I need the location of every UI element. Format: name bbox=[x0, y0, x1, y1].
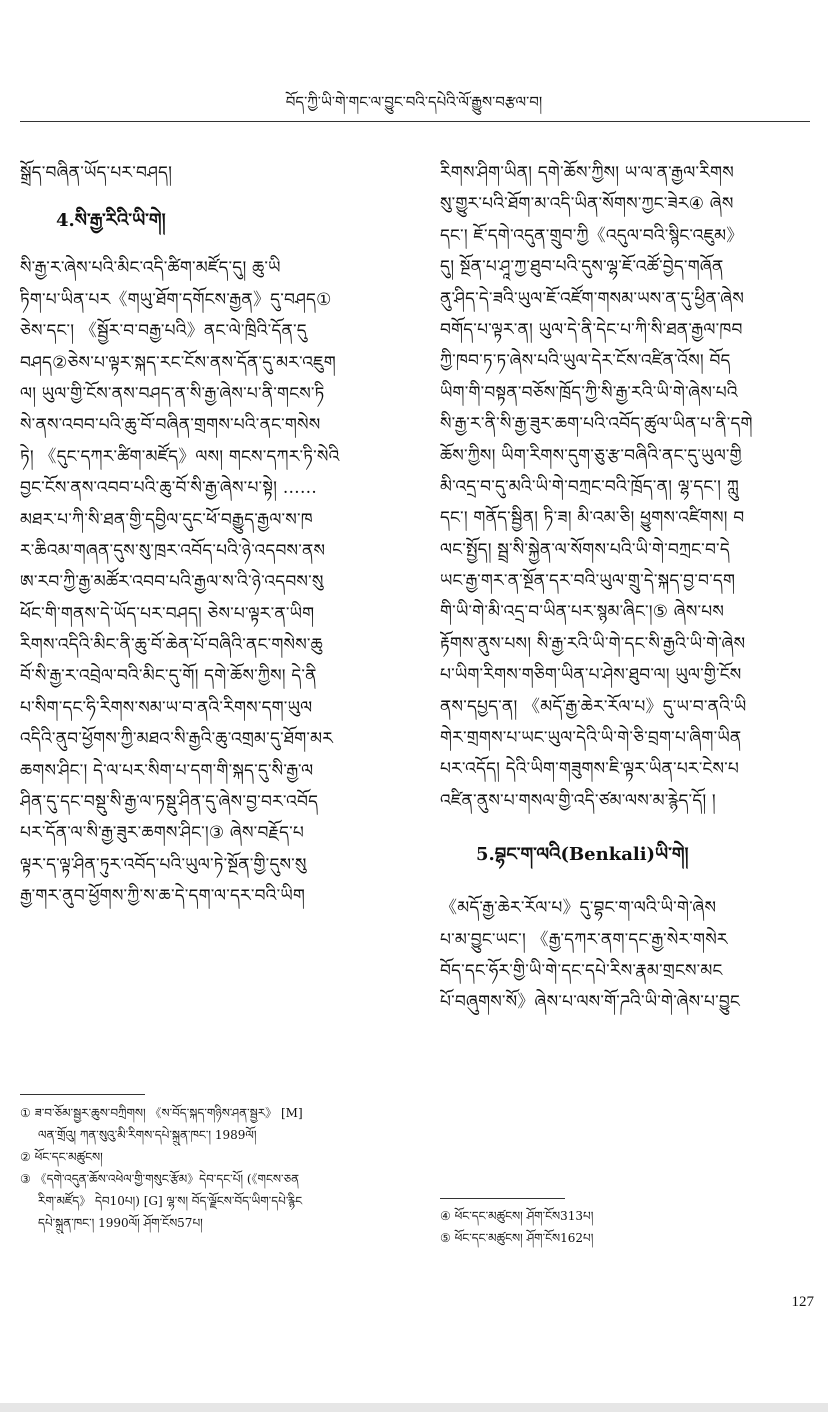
body-line: མི་འདྲ་བ་དུ་མའི་ཡི་གེ་བཀྲང་བའི་ཁྲོད་ན། ལྷ་དང་། ཀླུ bbox=[440, 476, 739, 497]
body-line: ཤིན་དུ་དང་བསྡུ་སི་རྒྱ་ལ་ཏསྡུ་ཤིན་དུ་ཞེས་བྱ་བར་འབོད bbox=[20, 792, 319, 813]
body-line: ཆོས་ཀྱིས། ཡིག་རིགས་དུག་ཅུ་རྩ་བཞིའི་ནང་དུ་ཡུལ་གྱི bbox=[440, 445, 742, 466]
body-line: གེར་གྲགས་པ་ཡང་ཡུལ་དེའི་ཡི་གེ་ཅི་བྲག་པ་ཞིག་ཡིན bbox=[440, 728, 742, 749]
body-line: པ་མ་བྱུང་ཡང་། 《རྒྱ་དཀར་ནག་དང་རྒྱ་སེར་གསེར bbox=[440, 929, 728, 950]
body-line: ཆགས་ཤིང་། དེ་ལ་པར་སིག་པ་དག་གི་སྐད་དུ་སི་རྒྱ་ལ bbox=[20, 760, 314, 781]
body-line: མཐར་པ་ཀི་སི་ཐན་གྱི་དབྱིལ་དུང་ཕོ་བརྒྱུད་རྒྱལ་ས་ཁ bbox=[20, 509, 313, 530]
body-line: ཡང་རྒྱ་གར་ན་སྔོན་དར་བའི་ཡུལ་གྲུ་དེ་སྐད་བྱ་བ་དག bbox=[440, 571, 736, 592]
body-line: ལང་སྤྱོད། སྦྲ་སི་སྐྱེན་ལ་སོགས་པའི་ཡི་གེ་བཀྲང་བ་དེ bbox=[440, 539, 730, 560]
left-footnotes bbox=[20, 1102, 400, 1234]
left-footnote-rule bbox=[20, 1094, 145, 1095]
body-line: བཤད②ཅེས་པ་ལྟར་སྐད་རང་ངོས་ནས་དོན་དུ་མར་འཇུག bbox=[20, 352, 336, 373]
body-line: པ་སིག་དང་ཧི་རིགས་སམ་ཡ་བ་ནའི་རིགས་དག་ཡུལ bbox=[20, 697, 313, 718]
body-line: ནུ་ཤིད་དེ་ཟའི་ཡུལ་ཇོ་འཛོག་གསམ་ཡས་ན་དུ་ཕྱིན་ཞེས bbox=[440, 288, 745, 309]
body-line: ལྟར་ད་ལྟ་ཤིན་ཏུར་འབོད་པའི་ཡུལ་ཏེ་སྔོན་གྱི་དུས་སུ bbox=[20, 854, 307, 875]
section-heading: 4.སི་རྒྱ་རིའི་ཡི་གེ། bbox=[56, 210, 166, 232]
body-line: བོད་དང་ཧོར་གྱི་ཡི་གེ་དང་དཔེ་རིས་རྣམ་གྲངས་མང bbox=[440, 960, 723, 981]
body-line: རིགས་ཤིག་ཡིན། དགེ་ཆོས་ཀྱིས། ཡ་ལ་ན་རྒྱལ་རིགས bbox=[440, 163, 734, 183]
body-line: སྒྲོད་བཞིན་ཡོད་པར་བཤད། bbox=[20, 163, 173, 183]
body-line: སི་རྒྱ་ར་ནི་སི་རྒྱ་ཟུར་ཆག་པའི་འབོད་ཚུལ་ཡིན་པ་ནི་དགེ bbox=[440, 414, 753, 435]
header-rule bbox=[20, 121, 810, 122]
footnote-line: ལན་གྲོའུ། ཀན་སུའུ་མི་རིགས་དཔེ་སྐྲུན་ཁང་། 1989ལོ། bbox=[38, 1128, 257, 1142]
page-number: 127 bbox=[791, 1294, 814, 1310]
running-header: བོད་ཀྱི་ཡི་གེ་གང་ལ་བྱུང་བའི་དཔེའི་ལོ་རྒྱུས་བརྩལ་བ། bbox=[285, 93, 543, 111]
body-line: བོ་སི་རྒྱ་ར་འབྲེལ་བའི་མིང་དུ་གོ། དགེ་ཆོས་ཀྱིས། དེ་ནི bbox=[20, 666, 317, 687]
body-line: བྱང་ངོས་ནས་འབབ་པའི་ཆུ་བོ་སི་རྒྱ་ཞེས་པ་སྟེ། …… bbox=[20, 478, 318, 499]
body-line: ཏེ། 《དུང་དཀར་ཚིག་མཛོད》ལས། གངས་དཀར་ཏི་སེའི bbox=[20, 446, 340, 467]
body-line: ཕོང་གི་གནས་དེ་ཡོད་པར་བཤད། ཅེས་པ་ལྟར་ན་ཡིག bbox=[20, 603, 315, 624]
body-line: ནས་དཔྱད་ན། 《མདོ་རྒྱ་ཆེར་རོལ་པ》དུ་ཡ་བ་ནའི་ཡི bbox=[440, 696, 747, 717]
body-line: འདིའི་ནུབ་ཕྱོགས་ཀྱི་མཐའ་སི་རྒྱའི་ཆུ་འགྲམ་དུ་ཐོག་མར bbox=[20, 729, 334, 750]
left-column bbox=[20, 158, 380, 913]
body-line: ཀྱི་ཁབ་ཏ་ཏ་ཞེས་པའི་ཡུལ་དེར་ངོས་འཛིན་འོས། བོད bbox=[440, 351, 731, 372]
right-column bbox=[440, 158, 800, 1019]
right-footnotes bbox=[440, 1205, 820, 1249]
body-line: 《མདོ་རྒྱ་ཆེར་རོལ་པ》དུ་བྷང་ག་ལའི་ཡི་གེ་ཞེས bbox=[440, 898, 717, 919]
footnote-line: རིག་མཛོད》 དེབ10པ།) [G] ལྷ་ས། བོད་ལྗོངས་བོད་ཡིག་དཔེ་རྙིང bbox=[38, 1194, 303, 1208]
body-line: རྒྱ་གར་ནུབ་ཕྱོགས་ཀྱི་ས་ཆ་དེ་དག་ལ་དར་བའི་ཡིག bbox=[20, 886, 306, 907]
footnote-line: ⑤ ཕོང་དང་མཚུངས། ཤོག་ངོས162པ། bbox=[440, 1231, 594, 1245]
footnote-line: དཔེ་སྐྲུན་ཁང་། 1990ལོ། ཤོག་ངོས57པ། bbox=[38, 1216, 203, 1230]
footnote-line: ② ཕོང་དང་མཚུངས། bbox=[20, 1150, 103, 1164]
body-line: འཛིན་ནུས་པ་གསལ་གྱི་འདི་ཙམ་ལས་མ་རྙེད་དོ། ། bbox=[440, 790, 716, 811]
body-line: སི་རྒྱ་ར་ཞེས་པའི་མིང་འདི་ཚིག་མཛོད་དུ། ཆུ་ཡི bbox=[20, 258, 281, 279]
body-line: པ་ཡིག་རིགས་གཅིག་ཡིན་པ་ཤེས་ཐུབ་ལ། ཡུལ་གྱི་ངོས bbox=[440, 665, 742, 686]
body-line: དང་། གནོད་སྦྱིན། ཏི་ཟ། མི་འམ་ཅི། ཕྱུགས་འཛིགས། བ bbox=[440, 508, 745, 529]
body-line: པོ་བཞུགས་སོ》ཞེས་པ་ལས་གོ་ཌའི་ཡི་གེ་ཞེས་པ་བྱུང bbox=[440, 992, 741, 1013]
body-line: སུ་གྱུར་པའི་ཐོག་མ་འདི་ཡིན་སོགས་ཀྱང་ཟེར④ ཞེས bbox=[440, 194, 734, 215]
body-line: དུ། སྔོན་པ་ཤཱ་ཀྱ་ཐུབ་པའི་དུས་ལྷ་ཇོ་འཚོ་བྱེད་གཞོན bbox=[440, 257, 724, 278]
body-line: ཏིག་པ་ཡིན་པར《གཡུ་ཐོག་དགོངས་རྒྱན》དུ་བཤད① bbox=[20, 289, 332, 310]
body-line: དང་། ཇོ་དགེ་འདུན་གྲུབ་ཀྱི《འདུལ་བའི་སྙིང་འཇུམ》 bbox=[440, 225, 744, 246]
bottom-bar bbox=[0, 1403, 828, 1412]
body-line: ཅེས་དང་། 《སྦྱོར་བ་བརྒྱ་པའི》ནང་ལེ་ཁྲིའི་དོན་དུ bbox=[20, 321, 307, 342]
body-line: སེ་ནས་འབབ་པའི་ཆུ་བོ་བཞིན་གྲགས་པའི་ནང་གསེས bbox=[20, 415, 321, 436]
body-line: བགོད་པ་ལྟར་ན། ཡུལ་དེ་ནི་དེང་པ་ཀི་སི་ཐན་རྒྱལ་ཁབ bbox=[440, 319, 743, 340]
body-line: ཡིག་གི་བསྟན་བཅོས་ཁྲོད་ཀྱི་སི་རྒྱ་རའི་ཡི་གེ་ཞེས་པའི bbox=[440, 382, 738, 403]
body-line: ཨ་རབ་ཀྱི་རྒྱ་མཚོར་འབབ་པའི་རྒྱལ་ས་འི་ཉེ་འདབས་སུ bbox=[20, 572, 324, 593]
body-line: ལ། ཡུལ་གྱི་ངོས་ནས་བཤད་ན་སི་རྒྱ་ཞེས་པ་ནི་གངས་ཏི bbox=[20, 383, 325, 404]
footnote-line: ① ཟ་བ་ཅོམ་སྦྱར་ཆུས་བཀྲིགས། 《ས་བོད་སྐད་གཉིས་ཤན་སྦྱར》 [M] bbox=[20, 1106, 303, 1120]
footnote-line: ④ ཕོང་དང་མཚུངས། ཤོག་ངོས313པ། bbox=[440, 1209, 594, 1223]
body-line: པར་འདོད། དེའི་ཡིག་གཟུགས་ཇི་ལྟར་ཡིན་པར་ངེས་པ bbox=[440, 759, 740, 780]
section-heading: 5.བྷང་ག་ལའི(Benkali)ཡི་གེ། bbox=[476, 844, 689, 866]
body-line: གི་ཡི་གེ་མི་འདྲ་བ་ཡིན་པར་སྙམ་ཞིང་།⑤ ཞེས་པས bbox=[440, 602, 725, 623]
footnote-line: ③ 《དགེ་འདུན་ཆོས་འཕེལ་གྱི་གསུང་རྩོམ》དེབ་དང་པོ། (《གངས་ཅན bbox=[20, 1172, 300, 1186]
body-line: པར་དོན་ལ་སི་རྒྱ་ཟུར་ཆགས་ཤིང་།③ ཞེས་བརྗོད་པ bbox=[20, 823, 305, 844]
body-line: ར་ཆིའམ་གཞན་དུས་སུ་ཁྲར་འབོད་པའི་ཉེ་འདབས་ནས bbox=[20, 540, 326, 561]
body-line: རྟོགས་ནུས་པས། སི་རྒྱ་རའི་ཡི་གེ་དང་སི་རྒྱའི་ཡི་གེ་ཞེས bbox=[440, 633, 746, 654]
body-line: རིགས་འདིའི་མིང་ནི་ཆུ་བོ་ཆེན་པོ་བཞིའི་ནང་གསེས་ཆུ bbox=[20, 635, 323, 656]
right-footnote-rule bbox=[440, 1198, 565, 1199]
